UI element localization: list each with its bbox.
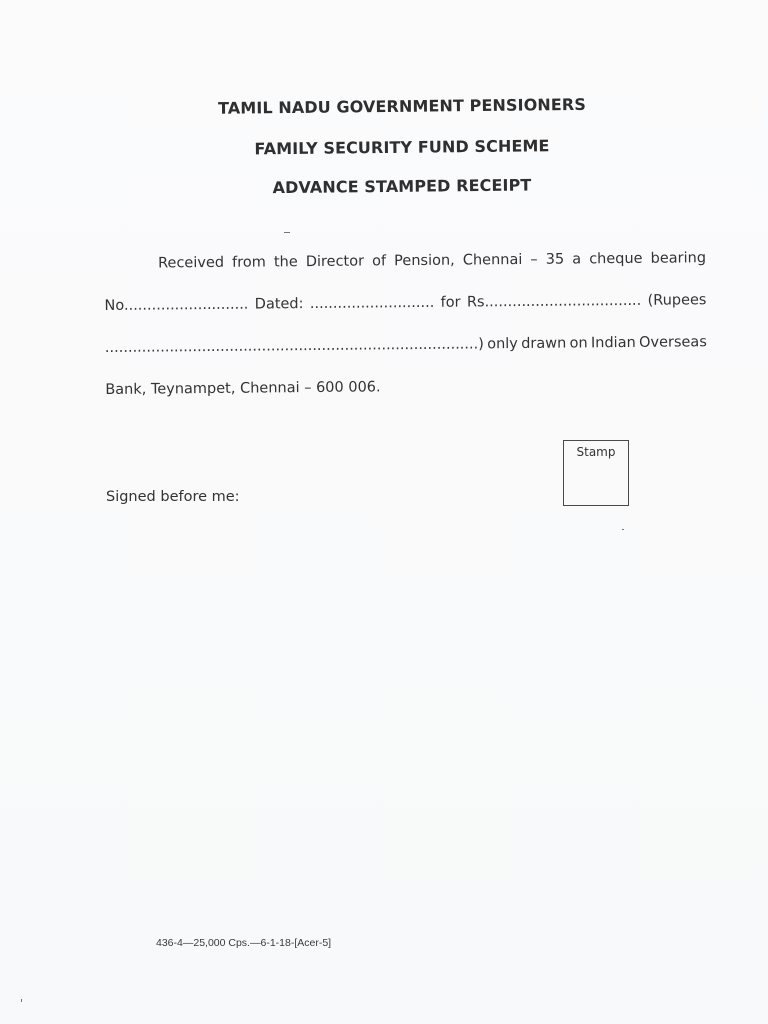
word: Chennai — [462, 251, 523, 269]
word: Received — [157, 254, 225, 272]
paragraph-line-3 — [105, 334, 707, 356]
heading-line-2: FAMILY SECURITY FUND SCHEME — [254, 136, 550, 159]
heading-line-3: ADVANCE STAMPED RECEIPT — [272, 175, 532, 198]
word: drawn — [521, 335, 567, 352]
word: bearing — [650, 250, 707, 267]
receipt-paragraph — [104, 250, 707, 398]
word: – — [530, 251, 538, 268]
print-footer: 436-4—25,000 Cps.—6-1-18-[Acer-5] — [156, 937, 332, 949]
word: cheque — [589, 250, 643, 268]
word: the — [273, 254, 298, 271]
scan-speck — [21, 999, 22, 1002]
stamp-label: Stamp — [576, 445, 616, 459]
bank-address: Bank, Teynampet, Chennai – 600 006. — [105, 379, 381, 398]
word: Pension, — [394, 252, 455, 270]
word: of — [372, 253, 387, 270]
word: 35 — [545, 251, 565, 268]
paragraph-line-2 — [104, 292, 706, 314]
word: (Rupees — [647, 292, 707, 309]
date-blank: ........................... — [309, 294, 435, 313]
cheque-number-blank: No........................... — [104, 296, 249, 314]
scan-speck — [284, 232, 290, 233]
word: Director — [305, 253, 365, 271]
amount-words-blank: .................................................................................) — [104, 336, 484, 356]
word: a — [572, 251, 582, 268]
word: Indian — [590, 334, 636, 352]
paragraph-line-4 — [105, 376, 707, 398]
paragraph-line-1 — [104, 250, 706, 272]
scan-speck — [622, 529, 624, 530]
word: Dated: — [254, 296, 304, 313]
signed-before-me-label: Signed before me: — [106, 489, 240, 505]
word: for — [440, 294, 461, 311]
word: on — [569, 335, 588, 352]
word: from — [232, 254, 266, 271]
amount-blank: Rs.................................. — [466, 292, 642, 311]
heading-line-1: TAMIL NADU GOVERNMENT PENSIONERS — [217, 94, 587, 118]
word: Overseas — [638, 334, 707, 351]
stamp-box — [563, 440, 629, 506]
word: only — [487, 336, 518, 353]
